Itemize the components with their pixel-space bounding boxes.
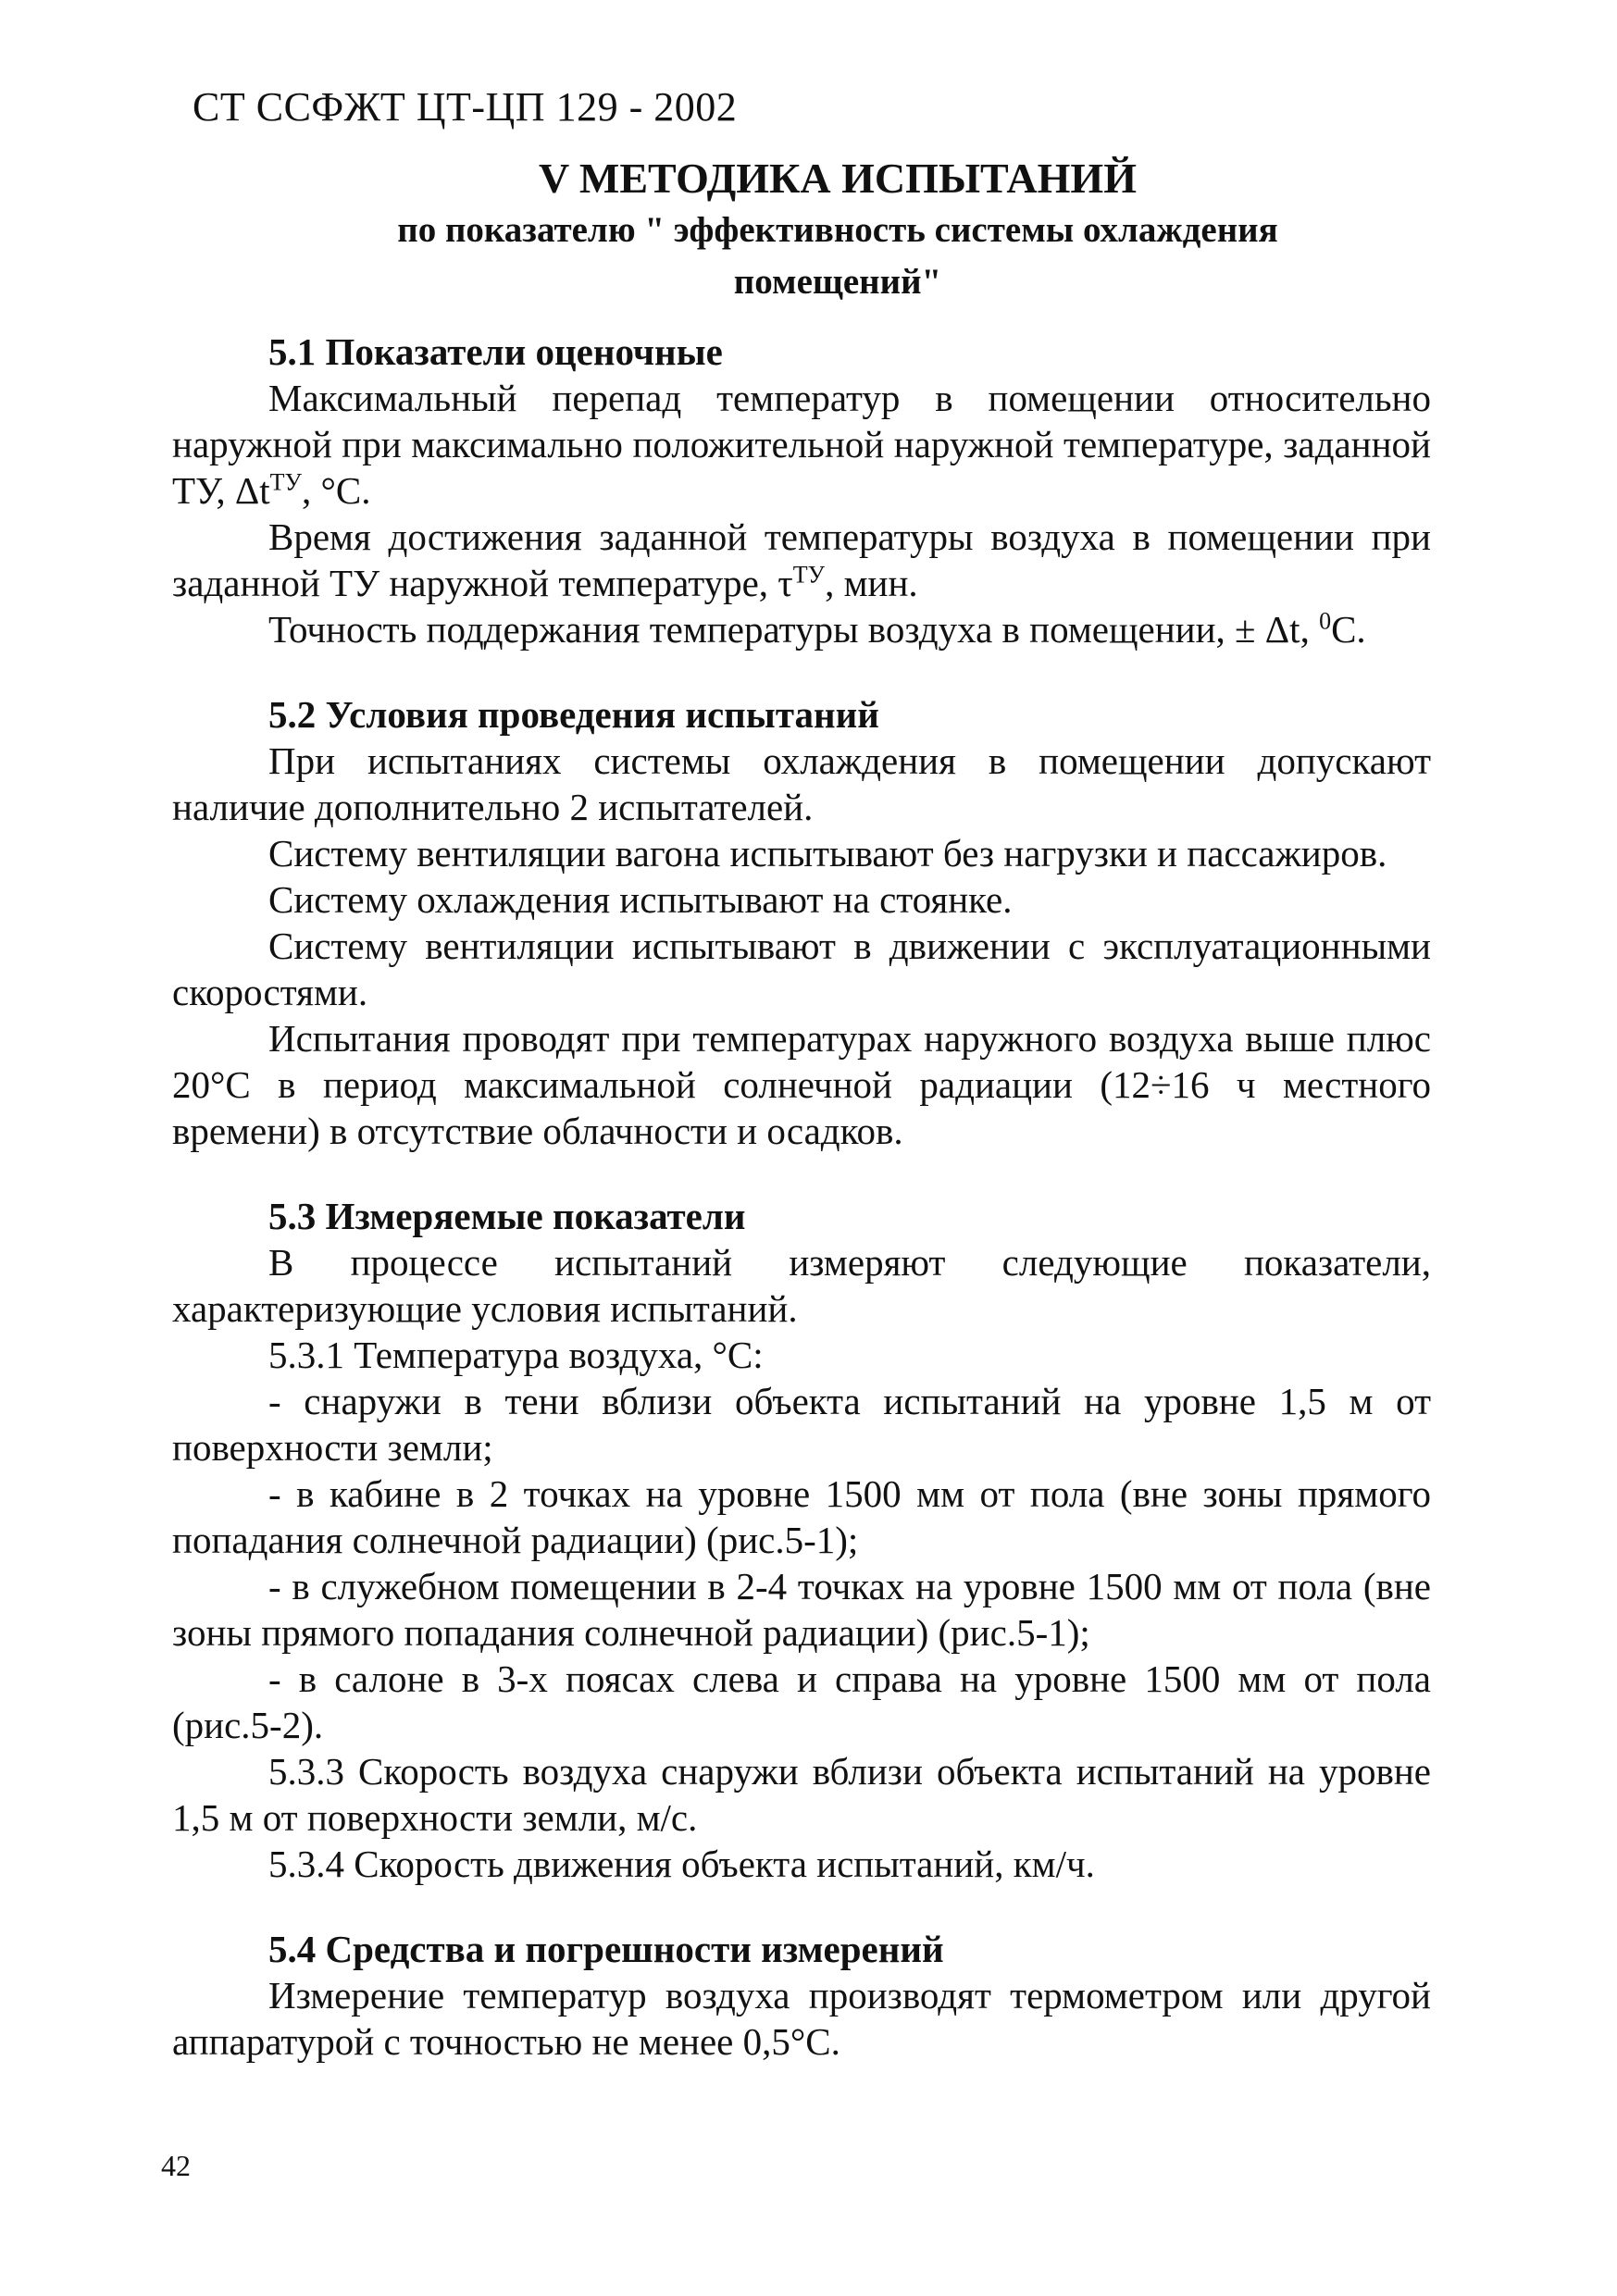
list-item-service-room: - в служебном помещении в 2-4 точках на уровне 1500 мм от пола (вне зоны прямого попадания солнечной радиации) (рис.5-1); (172, 1565, 1431, 1654)
paragraph-5-4-1: Измерение температур воздуха производят термометром или другой аппаратурой с точностью не менее 0,5°С. (172, 1974, 1431, 2063)
paragraph-5-2-1: При испытаниях системы охлаждения в помещении допускают наличие дополнительно 2 испытателей. (172, 739, 1431, 828)
document-code: СТ ССФЖТ ЦТ-ЦП 129 - 2002 (193, 84, 738, 130)
paragraph-5-1-1-tail: , °С. (301, 469, 371, 512)
title-line-2: по показателю " эффективность системы охлаждения (397, 210, 1278, 250)
paragraph-5-2-4: Систему вентиляции испытывают в движении с эксплуатационными скоростями. (172, 925, 1431, 1013)
paragraph-5-3-4: 5.3.4 Скорость движения объекта испытаний, км/ч. (268, 1843, 1095, 1885)
heading-5-1: 5.1 Показатели оценочные (268, 330, 723, 373)
paragraph-5-3-intro: В процессе испытаний измеряют следующие показатели, характеризующие условия испытаний. (172, 1241, 1431, 1330)
paragraph-5-1-2-text: Время достижения заданной температуры воздуха в помещении при заданной ТУ наружной температуре, τ (172, 515, 1431, 604)
heading-5-3: 5.3 Измеряемые показатели (268, 1195, 746, 1237)
section-title (352, 153, 1324, 308)
superscript-tu: ТУ (269, 468, 302, 496)
heading-5-4: 5.4 Средства и погрешности измерений (268, 1928, 944, 1970)
document-body (172, 329, 1431, 2065)
paragraph-5-1-3-tail: С. (1331, 608, 1366, 651)
title-line-3: помещений" (733, 262, 942, 302)
paragraph-5-2-2: Систему вентиляции вагона испытывают без нагрузки и пассажиров. (268, 832, 1387, 875)
superscript-tu: ТУ (792, 561, 826, 589)
list-item-salon: - в салоне в 3-х поясах слева и справа на уровне 1500 мм от пола (рис.5-2). (172, 1657, 1431, 1746)
list-item-cabin: - в кабине в 2 точках на уровне 1500 мм от пола (вне зоны прямого попадания солнечной радиации) (рис.5-1); (172, 1472, 1431, 1561)
paragraph-5-1-2 (172, 514, 1431, 606)
paragraph-5-1-2-tail: , мин. (825, 562, 918, 604)
paragraph-5-1-1 (172, 375, 1431, 514)
superscript-degree: 0 (1319, 607, 1332, 635)
title-line-1: V МЕТОДИКА ИСПЫТАНИЙ (539, 155, 1137, 202)
paragraph-5-3-3: 5.3.3 Скорость воздуха снаружи вблизи объекта испытаний на уровне 1,5 м от поверхности земли, м/с. (172, 1750, 1431, 1839)
heading-5-2: 5.2 Условия проведения испытаний (268, 693, 879, 736)
paragraph-5-1-3-text: Точность поддержания температуры воздуха в помещении, ± Δt, (268, 608, 1320, 651)
page-number: 42 (161, 2149, 191, 2182)
paragraph-5-3-1: 5.3.1 Температура воздуха, °С: (268, 1334, 764, 1376)
paragraph-5-2-5: Испытания проводят при температурах наружного воздуха выше плюс 20°С в период максимальной солнечной радиации (12÷16 ч местного времени) в отсутствие облачности и осадков. (172, 1017, 1431, 1152)
paragraph-5-1-3 (172, 606, 1431, 652)
paragraph-5-2-3: Систему охлаждения испытывают на стоянке. (268, 878, 1013, 921)
paragraph-5-1-1-text: Максимальный перепад температур в помещении относительно наружной при максимально положительной наружной температуре, заданной ТУ, Δt (172, 377, 1431, 512)
list-item-outside: - снаружи в тени вблизи объекта испытаний на уровне 1,5 м от поверхности земли; (172, 1380, 1431, 1469)
